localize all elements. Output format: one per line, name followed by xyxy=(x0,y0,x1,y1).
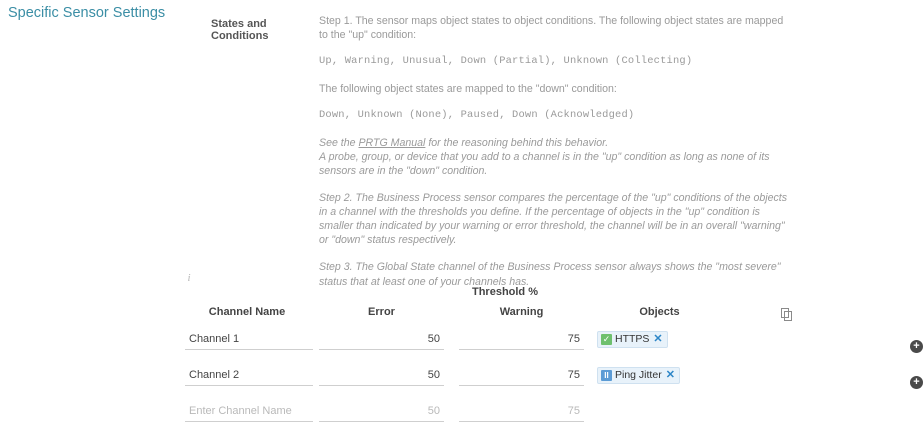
object-tag-label: HTTPS xyxy=(615,333,650,345)
help-manual-paragraph xyxy=(319,136,789,178)
new-error-threshold-input[interactable] xyxy=(319,402,444,422)
prtg-manual-link[interactable]: PRTG Manual xyxy=(358,136,426,149)
page-title: Specific Sensor Settings xyxy=(8,5,166,21)
add-row-wrap-1 xyxy=(183,366,920,402)
help-up-states: Up, Warning, Unusual, Down (Partial), Unknown (Collecting) xyxy=(319,55,693,68)
help-down-intro: The following object states are mapped to the "down" condition: xyxy=(319,82,617,95)
states-and-conditions-label: States and Conditions xyxy=(211,18,269,42)
help-down-states: Down, Unknown (None), Paused, Down (Acknowledged) xyxy=(319,109,635,122)
help-step3: Step 3. The Global State channel of the Business Process sensor always shows the "most severe" status that at least one of your channels has. xyxy=(319,261,781,288)
table-row xyxy=(183,402,797,438)
help-step1: Step 1. The sensor maps object states to object conditions. The following object states are mapped to the "up" condition: xyxy=(319,15,784,42)
help-step2: Step 2. The Business Process sensor compares the percentage of the "up" conditions of the objects in a channel with the thresholds you define. If the percentage of objects in the "up" condition is smaller than indicated by your warning or error threshold, the channel will be in an overall "warning" or "down" status respectively. xyxy=(319,192,788,247)
table-header-row xyxy=(183,306,797,324)
new-channel-name-input[interactable] xyxy=(185,402,313,422)
object-tag-label: Ping Jitter xyxy=(615,369,662,381)
help-text-block xyxy=(319,14,789,302)
column-header-error: Error xyxy=(368,306,395,318)
remove-object-icon[interactable]: ✕ xyxy=(665,369,675,381)
column-header-objects: Objects xyxy=(639,306,680,318)
add-object-button[interactable]: + xyxy=(910,376,923,389)
pause-icon: II xyxy=(601,370,612,381)
copy-icon[interactable] xyxy=(779,307,795,323)
add-object-button[interactable]: + xyxy=(910,340,923,353)
column-header-warning: Warning xyxy=(499,306,544,318)
remove-object-icon[interactable]: ✕ xyxy=(653,333,663,345)
threshold-group-header: Threshold % xyxy=(471,286,538,298)
column-header-channel-name: Channel Name xyxy=(208,306,286,318)
new-warning-threshold-input[interactable] xyxy=(459,402,584,422)
add-row-wrap-0 xyxy=(183,330,920,366)
help-see-suffix: for the reasoning behind this behavior. xyxy=(425,136,609,149)
help-see-line2: A probe, group, or device that you add to a channel is in the "up" condition as long as none of its sensors are in the "down" condition. xyxy=(319,150,770,178)
check-icon: ✓ xyxy=(602,334,611,344)
info-icon[interactable]: i xyxy=(187,272,191,284)
help-see-prefix: See the xyxy=(319,136,359,149)
